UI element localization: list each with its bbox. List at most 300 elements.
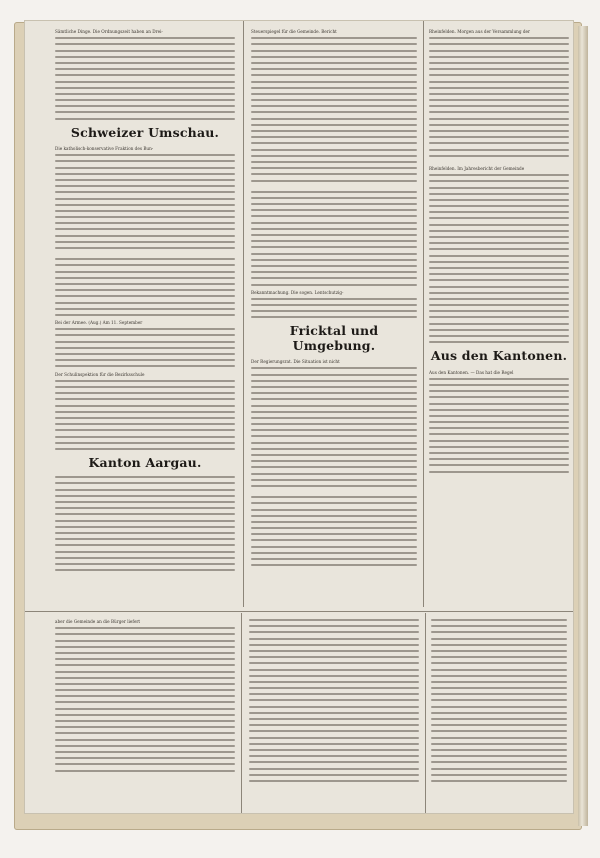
text-line: [55, 745, 235, 747]
text-line: [55, 751, 235, 753]
text-line: [55, 314, 235, 316]
text-line: [251, 259, 417, 261]
text-line: [431, 755, 567, 757]
text-line: [251, 442, 417, 444]
text-line: [55, 191, 235, 193]
text-line: [249, 693, 419, 695]
text-line: [251, 111, 417, 113]
text-line: [55, 204, 235, 206]
text-line: [55, 423, 235, 425]
heading-fricktal-umgebung: Fricktal und Umgebung.: [289, 323, 379, 353]
text-line: [55, 557, 235, 559]
text-line: [249, 650, 419, 652]
text-line: [251, 118, 417, 120]
text-line: [249, 669, 419, 671]
text-line: [55, 714, 235, 716]
text-line: [55, 683, 235, 685]
text-line: [249, 718, 419, 720]
text-line: [55, 739, 235, 741]
text-line: [429, 105, 569, 107]
text-line: [55, 222, 235, 224]
col1-keyword-1: Die katholisch-konservative Fraktion des Bun-: [55, 146, 154, 152]
text-line: [429, 130, 569, 132]
text-line: [251, 435, 417, 437]
text-line: [429, 111, 569, 113]
text-line: [55, 302, 235, 304]
text-line: [55, 563, 235, 565]
text-line: [249, 675, 419, 677]
text-line: [251, 552, 417, 554]
text-line: [55, 62, 235, 64]
text-line: [55, 405, 235, 407]
text-line: [251, 392, 417, 394]
text-line: [55, 264, 235, 266]
text-line: [429, 99, 569, 101]
text-line: [429, 323, 569, 325]
text-line: [55, 87, 235, 89]
text-line: [251, 222, 417, 224]
text-line: [249, 619, 419, 621]
text-line: [249, 681, 419, 683]
text-line: [55, 235, 235, 237]
text-line: [55, 295, 235, 297]
text-line: [55, 476, 235, 478]
text-line: [55, 689, 235, 691]
text-line: [431, 644, 567, 646]
text-line: [251, 149, 417, 151]
text-line: [251, 405, 417, 407]
text-line: [429, 37, 569, 39]
text-line: [251, 502, 417, 504]
text-line: [55, 417, 235, 419]
heading-kanton-aargau: Kanton Aargau.: [88, 454, 202, 470]
column-divider-1: [243, 21, 244, 607]
text-line: [55, 658, 235, 660]
text-line: [55, 347, 235, 349]
text-line: [55, 341, 235, 343]
text-line: [429, 310, 569, 312]
text-line: [429, 224, 569, 226]
text-line: [55, 198, 235, 200]
text-line: [251, 316, 417, 318]
text-line: [251, 429, 417, 431]
text-line: [55, 551, 235, 553]
text-line: [251, 155, 417, 157]
text-line: [251, 509, 417, 511]
text-line: [55, 247, 235, 249]
text-line: [249, 656, 419, 658]
text-line: [55, 495, 235, 497]
text-line: [55, 482, 235, 484]
text-line: [55, 99, 235, 101]
col1-keyword-2: Bei der Armee. (Aug.) Am 11. September: [55, 320, 143, 326]
text-line: [55, 167, 235, 169]
text-line: [55, 386, 235, 388]
text-line: [251, 197, 417, 199]
text-line: [55, 671, 235, 673]
text-line: [251, 466, 417, 468]
lower-column-3: [431, 619, 567, 807]
text-line: [251, 136, 417, 138]
col2-keyword-2: Bekanntmachung. Die sogen. Lentschutzig-: [251, 289, 344, 295]
text-line: [431, 761, 567, 763]
text-line: [55, 544, 235, 546]
text-line: [249, 699, 419, 701]
text-line: [55, 627, 235, 629]
text-line: [429, 149, 569, 151]
text-line: [429, 68, 569, 70]
text-line: [55, 258, 235, 260]
text-line: [251, 215, 417, 217]
text-line: [55, 538, 235, 540]
text-line: [431, 780, 567, 782]
text-line: [429, 409, 569, 411]
text-line: [429, 242, 569, 244]
text-line: [249, 768, 419, 770]
text-line: [55, 308, 235, 310]
text-line: [429, 193, 569, 195]
text-line: [429, 433, 569, 435]
col3-top-text: Rheinfelden. Morgen aus der Versammlung der: [429, 29, 531, 34]
text-line: [55, 442, 235, 444]
text-line: [251, 417, 417, 419]
text-line: [55, 160, 235, 162]
text-line: [251, 460, 417, 462]
column-divider-2: [423, 21, 424, 607]
text-line: [251, 50, 417, 52]
text-line: [251, 454, 417, 456]
text-line: [251, 479, 417, 481]
text-line: [55, 118, 235, 120]
text-line: [251, 161, 417, 163]
text-line: [251, 521, 417, 523]
text-line: [55, 179, 235, 181]
text-line: [249, 662, 419, 664]
text-line: [429, 43, 569, 45]
col1-keyword-3: Der Schulinspektion für die Bezirksschule: [55, 371, 145, 377]
text-line: [251, 448, 417, 450]
text-line: [55, 365, 235, 367]
text-line: [429, 279, 569, 281]
text-line: [431, 724, 567, 726]
text-line: [251, 284, 417, 286]
text-line: [429, 62, 569, 64]
text-line: [251, 380, 417, 382]
text-line: [251, 81, 417, 83]
text-line: [429, 316, 569, 318]
text-line: [55, 695, 235, 697]
text-line: [251, 564, 417, 566]
text-line: [55, 283, 235, 285]
text-line: [251, 43, 417, 45]
text-line: [251, 271, 417, 273]
text-line: [431, 743, 567, 745]
text-line: [429, 236, 569, 238]
text-line: [429, 118, 569, 120]
text-line: [249, 737, 419, 739]
text-line: [251, 228, 417, 230]
text-line: [55, 507, 235, 509]
text-line: [429, 217, 569, 219]
text-line: [251, 546, 417, 548]
page-edge: [578, 26, 588, 826]
text-line: [249, 755, 419, 757]
paragraph-gap: [251, 186, 417, 191]
text-line: [429, 142, 569, 144]
column-divider-lower-2: [425, 613, 426, 813]
text-line: [429, 452, 569, 454]
text-line: [249, 625, 419, 627]
text-line: [251, 180, 417, 182]
text-line: [249, 644, 419, 646]
text-line: [251, 99, 417, 101]
text-line: [431, 718, 567, 720]
text-line: [431, 768, 567, 770]
text-line: [251, 515, 417, 517]
text-line: [251, 374, 417, 376]
text-line: [429, 136, 569, 138]
text-line: [429, 421, 569, 423]
text-line: [429, 471, 569, 473]
text-line: [249, 730, 419, 732]
lower-column-1: [55, 619, 235, 807]
text-line: [251, 485, 417, 487]
text-line: [251, 62, 417, 64]
text-line: [249, 638, 419, 640]
text-line: [55, 640, 235, 642]
text-line: [55, 429, 235, 431]
text-line: [55, 720, 235, 722]
text-line: [55, 105, 235, 107]
text-line: [55, 353, 235, 355]
text-line: [55, 732, 235, 734]
text-line: [429, 74, 569, 76]
text-line: [55, 50, 235, 52]
text-line: [55, 411, 235, 413]
text-line: [251, 304, 417, 306]
text-line: [429, 56, 569, 58]
text-line: [55, 757, 235, 759]
text-line: [429, 298, 569, 300]
text-line: [249, 706, 419, 708]
text-line: [429, 255, 569, 257]
text-line: [429, 341, 569, 343]
text-line: [251, 423, 417, 425]
text-line: [55, 111, 235, 113]
text-line: [55, 646, 235, 648]
text-line: [249, 631, 419, 633]
text-line: [251, 74, 417, 76]
newspaper-page: [24, 20, 574, 814]
text-line: [429, 50, 569, 52]
text-line: [431, 638, 567, 640]
text-line: [249, 724, 419, 726]
text-line: [251, 533, 417, 535]
heading-aus-den-kantonen: Aus den Kantonen.: [430, 348, 568, 364]
text-line: [251, 124, 417, 126]
text-line: [429, 273, 569, 275]
text-line: [429, 292, 569, 294]
text-line: [55, 726, 235, 728]
text-line: [55, 398, 235, 400]
col2-keyword-1: Der Regierungsrat. Die Situation ist nicht: [251, 359, 340, 365]
text-line: [429, 446, 569, 448]
text-line: [431, 774, 567, 776]
text-line: [251, 173, 417, 175]
text-line: [431, 699, 567, 701]
text-line: [251, 87, 417, 89]
text-line: [55, 359, 235, 361]
text-line: [251, 277, 417, 279]
col1-top-text: Sämtliche Dinge. Die Ordnungszeit haben an Drei-: [55, 29, 163, 34]
text-line: [251, 310, 417, 312]
text-line: [251, 203, 417, 205]
text-line: [429, 124, 569, 126]
text-line: [431, 681, 567, 683]
text-line: [431, 619, 567, 621]
lower-keyword: aber die Gemeinde an die Bürger liefert: [55, 619, 141, 624]
text-line: [429, 261, 569, 263]
text-line: [251, 56, 417, 58]
text-line: [251, 411, 417, 413]
text-line: [429, 155, 569, 157]
text-line: [429, 87, 569, 89]
text-line: [251, 265, 417, 267]
text-line: [251, 527, 417, 529]
text-line: [429, 415, 569, 417]
text-line: [55, 43, 235, 45]
lower-column-2: [249, 619, 419, 807]
text-line: [55, 526, 235, 528]
text-line: [429, 199, 569, 201]
text-line: [251, 240, 417, 242]
text-line: [55, 701, 235, 703]
text-line: [429, 304, 569, 306]
text-line: [249, 749, 419, 751]
section-divider: [25, 611, 573, 612]
text-line: [251, 496, 417, 498]
text-line: [429, 93, 569, 95]
text-line: [55, 532, 235, 534]
text-line: [55, 520, 235, 522]
text-line: [429, 458, 569, 460]
text-line: [251, 298, 417, 300]
text-line: [55, 489, 235, 491]
text-line: [429, 286, 569, 288]
col3-keyword-2: Aus den Kantonen. — Das hat die Regel: [429, 369, 514, 375]
text-line: [55, 380, 235, 382]
text-line: [251, 167, 417, 169]
text-line: [431, 631, 567, 633]
text-line: [431, 712, 567, 714]
text-line: [55, 448, 235, 450]
text-line: [429, 329, 569, 331]
text-line: [251, 191, 417, 193]
text-line: [429, 230, 569, 232]
text-line: [251, 367, 417, 369]
text-line: [251, 142, 417, 144]
text-line: [251, 209, 417, 211]
text-line: [251, 558, 417, 560]
text-line: [251, 246, 417, 248]
text-line: [249, 687, 419, 689]
text-line: [55, 664, 235, 666]
column-3: [429, 29, 569, 607]
text-line: [55, 770, 235, 772]
text-line: [251, 105, 417, 107]
text-line: [249, 780, 419, 782]
text-line: [429, 211, 569, 213]
text-line: [251, 37, 417, 39]
text-line: [429, 427, 569, 429]
text-line: [429, 384, 569, 386]
text-line: [251, 234, 417, 236]
text-line: [249, 743, 419, 745]
text-line: [55, 93, 235, 95]
text-line: [249, 761, 419, 763]
text-line: [251, 539, 417, 541]
text-line: [55, 513, 235, 515]
text-line: [429, 81, 569, 83]
text-line: [249, 712, 419, 714]
heading-schweizer-umschau: Schweizer Umschau.: [70, 124, 220, 140]
text-line: [429, 267, 569, 269]
text-line: [55, 289, 235, 291]
text-line: [429, 390, 569, 392]
text-line: [55, 81, 235, 83]
text-line: [431, 675, 567, 677]
text-line: [55, 56, 235, 58]
text-line: [55, 633, 235, 635]
text-line: [55, 173, 235, 175]
text-line: [55, 763, 235, 765]
text-line: [431, 650, 567, 652]
text-line: [55, 241, 235, 243]
text-line: [55, 569, 235, 571]
text-line: [55, 37, 235, 39]
text-line: [429, 378, 569, 380]
text-line: [429, 205, 569, 207]
text-line: [431, 693, 567, 695]
text-line: [251, 130, 417, 132]
col3-keyword-1: Rheinfelden. Im Jahresbericht der Gemeinde: [429, 165, 525, 171]
text-line: [251, 68, 417, 70]
text-line: [55, 74, 235, 76]
text-line: [249, 774, 419, 776]
text-line: [251, 93, 417, 95]
column-divider-lower-1: [241, 613, 242, 813]
text-line: [431, 730, 567, 732]
text-line: [429, 248, 569, 250]
text-line: [55, 501, 235, 503]
text-line: [431, 687, 567, 689]
text-line: [431, 706, 567, 708]
text-line: [429, 187, 569, 189]
text-line: [251, 253, 417, 255]
text-line: [429, 335, 569, 337]
text-line: [55, 216, 235, 218]
text-line: [429, 403, 569, 405]
text-line: [431, 662, 567, 664]
text-line: [55, 677, 235, 679]
text-line: [55, 277, 235, 279]
text-line: [55, 154, 235, 156]
text-line: [55, 436, 235, 438]
text-line: [251, 386, 417, 388]
text-line: [55, 271, 235, 273]
text-line: [55, 328, 235, 330]
text-line: [55, 185, 235, 187]
